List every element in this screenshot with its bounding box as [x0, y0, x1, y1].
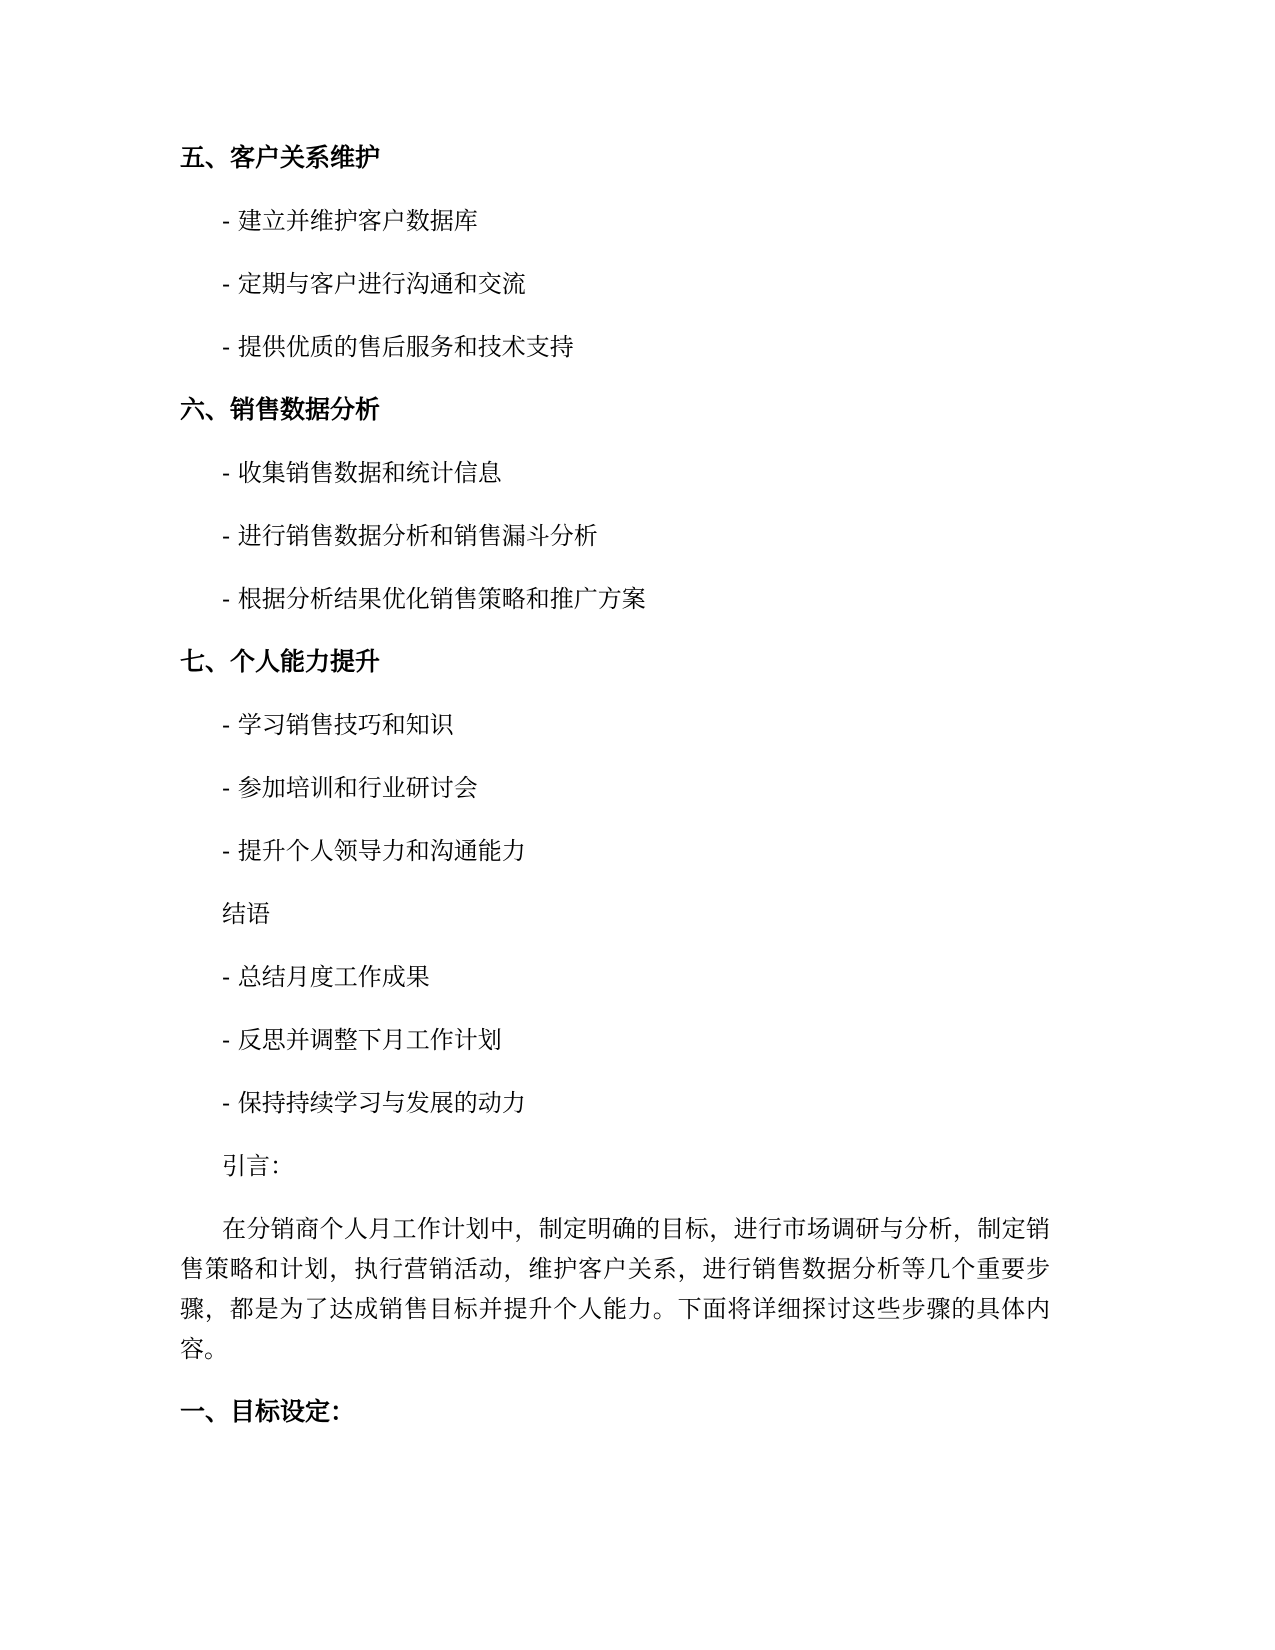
list-item: - 进行销售数据分析和销售漏斗分析	[222, 522, 598, 550]
list-item: - 反思并调整下月工作计划	[222, 1026, 502, 1054]
section-heading-customer-relations: 五、客户关系维护	[180, 143, 381, 172]
section-heading-sales-data-analysis: 六、销售数据分析	[180, 395, 381, 424]
list-item: - 收集销售数据和统计信息	[222, 459, 502, 487]
list-item: - 学习销售技巧和知识	[222, 711, 454, 739]
list-item: - 定期与客户进行沟通和交流	[222, 270, 526, 298]
section-heading-goal-setting: 一、目标设定：	[180, 1397, 356, 1426]
intro-title: 引言：	[222, 1152, 294, 1180]
list-item: - 参加培训和行业研讨会	[222, 774, 478, 802]
list-item: - 提升个人领导力和沟通能力	[222, 837, 526, 865]
intro-paragraph: 在分销商个人月工作计划中，制定明确的目标，进行市场调研与分析，制定销售策略和计划，执行营销活动，维护客户关系，进行销售数据分析等几个重要步骤，都是为了达成销售目标并提升个人能力。下面将详细探讨这些步骤的具体内容。	[180, 1215, 1050, 1363]
section-heading-personal-development: 七、个人能力提升	[180, 647, 381, 676]
list-item: - 根据分析结果优化销售策略和推广方案	[222, 585, 646, 613]
list-item: - 提供优质的售后服务和技术支持	[222, 333, 574, 361]
conclusion-title: 结语	[222, 900, 270, 928]
list-item: - 保持持续学习与发展的动力	[222, 1089, 526, 1117]
list-item: - 建立并维护客户数据库	[222, 207, 478, 235]
list-item: - 总结月度工作成果	[222, 963, 430, 991]
